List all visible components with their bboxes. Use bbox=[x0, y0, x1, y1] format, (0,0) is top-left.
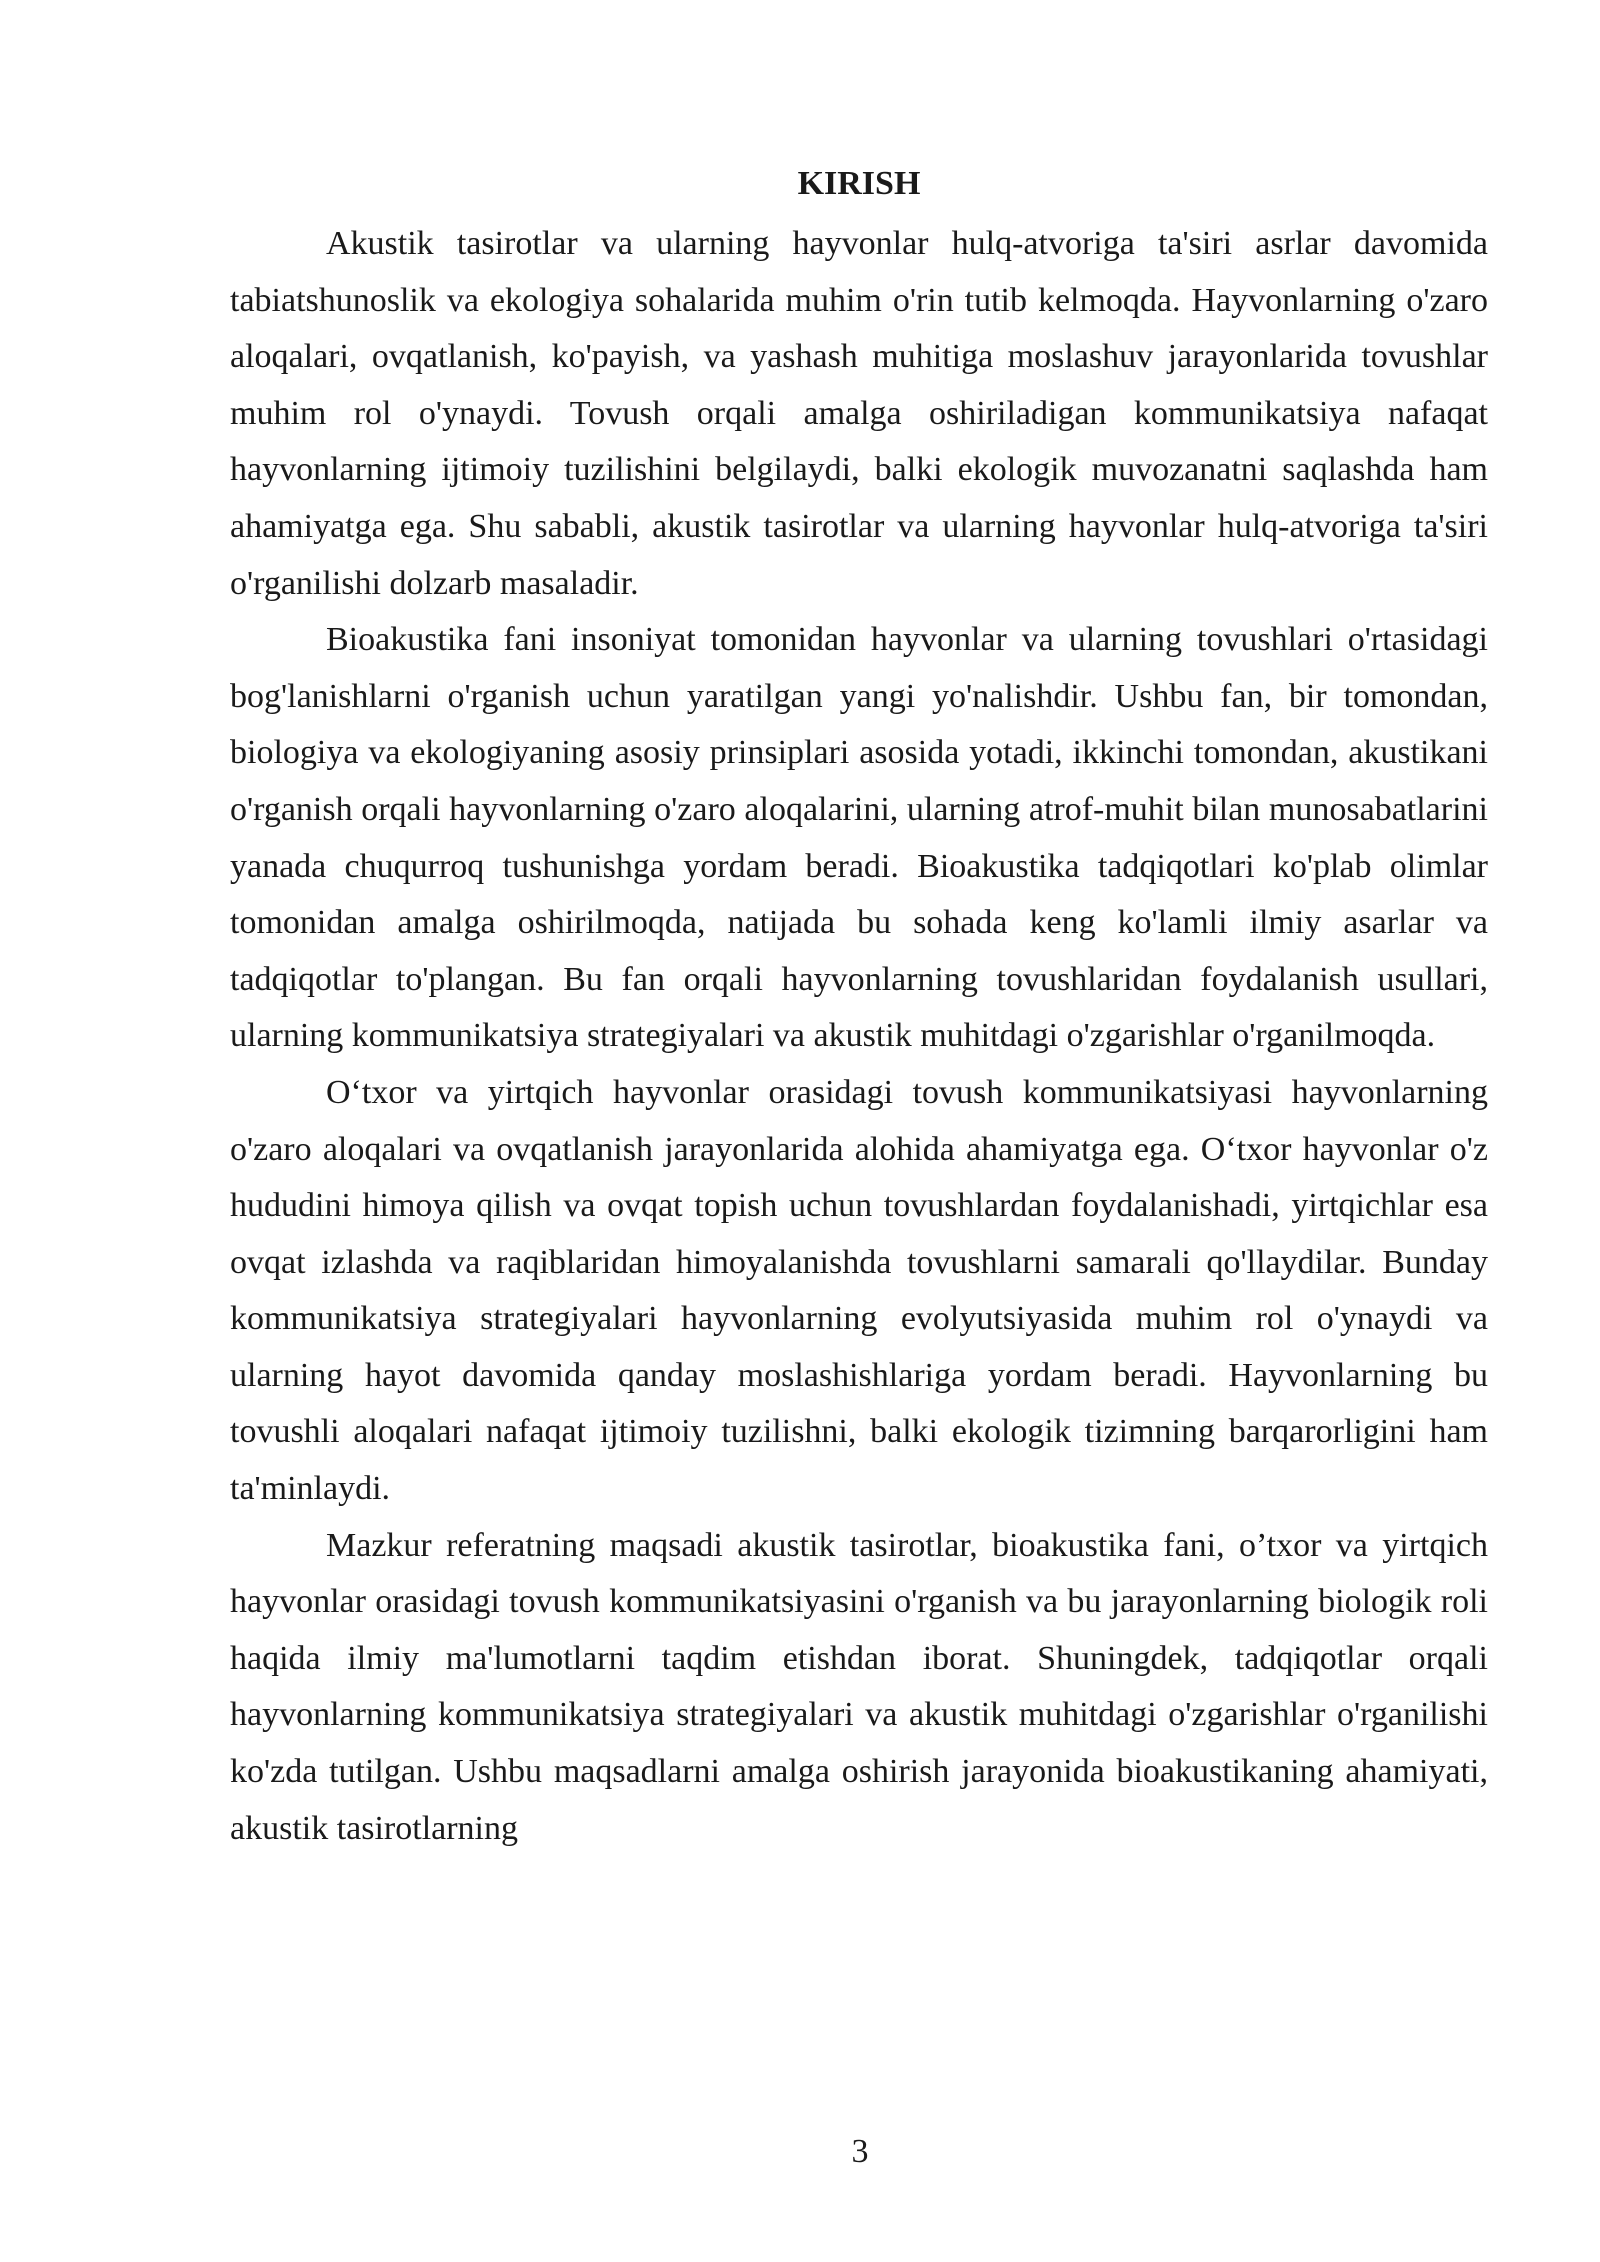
document-page bbox=[230, 160, 1488, 1857]
paragraph-4: Mazkur referatning maqsadi akustik tasirotlar, bioakustika fani, o’txor va yirtqich hayvonlar orasidagi tovush kommunikatsiyasini o'rganish va bu jarayonlarning biologik roli haqida ilmiy ma'lumotlarni taqdim etishdan iborat. Shuningdek, tadqiqotlar orqali hayvonlarning kommunikatsiya strategiyalari va akustik muhitdagi o'zgarishlar o'rganilishi ko'zda tutilgan. Ushbu maqsadlarni amalga oshirish jarayonida bioakustikaning ahamiyati, akustik tasirotlarning bbox=[230, 1526, 1488, 1847]
paragraph-3: O‘txor va yirtqich hayvonlar orasidagi tovush kommunikatsiyasi hayvonlarning o'zaro aloqalari va ovqatlanish jarayonlarida alohida ahamiyatga ega. O‘txor hayvonlar o'z hududini himoya qilish va ovqat topish uchun tovushlardan foydalanishadi, yirtqichlar esa ovqat izlashda va raqiblaridan himoyalanishda tovushlarni samarali qo'llaydilar. Bunday kommunikatsiya strategiyalari hayvonlarning evolyutsiyasida muhim rol o'ynaydi va ularning hayot davomida qanday moslashishlariga yordam beradi. Hayvonlarning bu tovushli aloqalari nafaqat ijtimoiy tuzilishni, balki ekologik tizimning barqarorligini ham ta'minlaydi. bbox=[230, 1073, 1488, 1508]
paragraph-1: Akustik tasirotlar va ularning hayvonlar hulq-atvoriga ta'siri asrlar davomida tabiatshunoslik va ekologiya sohalarida muhim o'rin tutib kelmoqda. Hayvonlarning o'zaro aloqalari, ovqatlanish, ko'payish, va yashash muhitiga moslashuv jarayonlarida tovushlar muhim rol o'ynaydi. Tovush orqali amalga oshiriladigan kommunikatsiya nafaqat hayvonlarning ijtimoiy tuzilishini belgilaydi, balki ekologik muvozanatni saqlashda ham ahamiyatga ega. Shu sababli, akustik tasirotlar va ularning hayvonlar hulq-atvoriga ta'siri o'rganilishi dolzarb masaladir. bbox=[230, 225, 1488, 602]
paragraph-2: Bioakustika fani insoniyat tomonidan hayvonlar va ularning tovushlari o'rtasidagi bog'lanishlarni o'rganish uchun yaratilgan yangi yo'nalishdir. Ushbu fan, bir tomondan, biologiya va ekologiyaning asosiy prinsiplari asosida yotadi, ikkinchi tomondan, akustikani o'rganish orqali hayvonlarning o'zaro aloqalarini, ularning atrof-muhit bilan munosabatlarini yanada chuqurroq tushunishga yordam beradi. Bioakustika tadqiqotlari ko'plab olimlar tomonidan amalga oshirilmoqda, natijada bu sohada keng ko'lamli ilmiy asarlar va tadqiqotlar to'plangan. Bu fan orqali hayvonlarning tovushlaridan foydalanish usullari, ularning kommunikatsiya strategiyalari va akustik muhitdagi o'zgarishlar o'rganilmoqda. bbox=[230, 621, 1488, 1055]
page-number: 3 bbox=[851, 2133, 869, 2170]
section-title: KIRISH bbox=[797, 165, 921, 202]
